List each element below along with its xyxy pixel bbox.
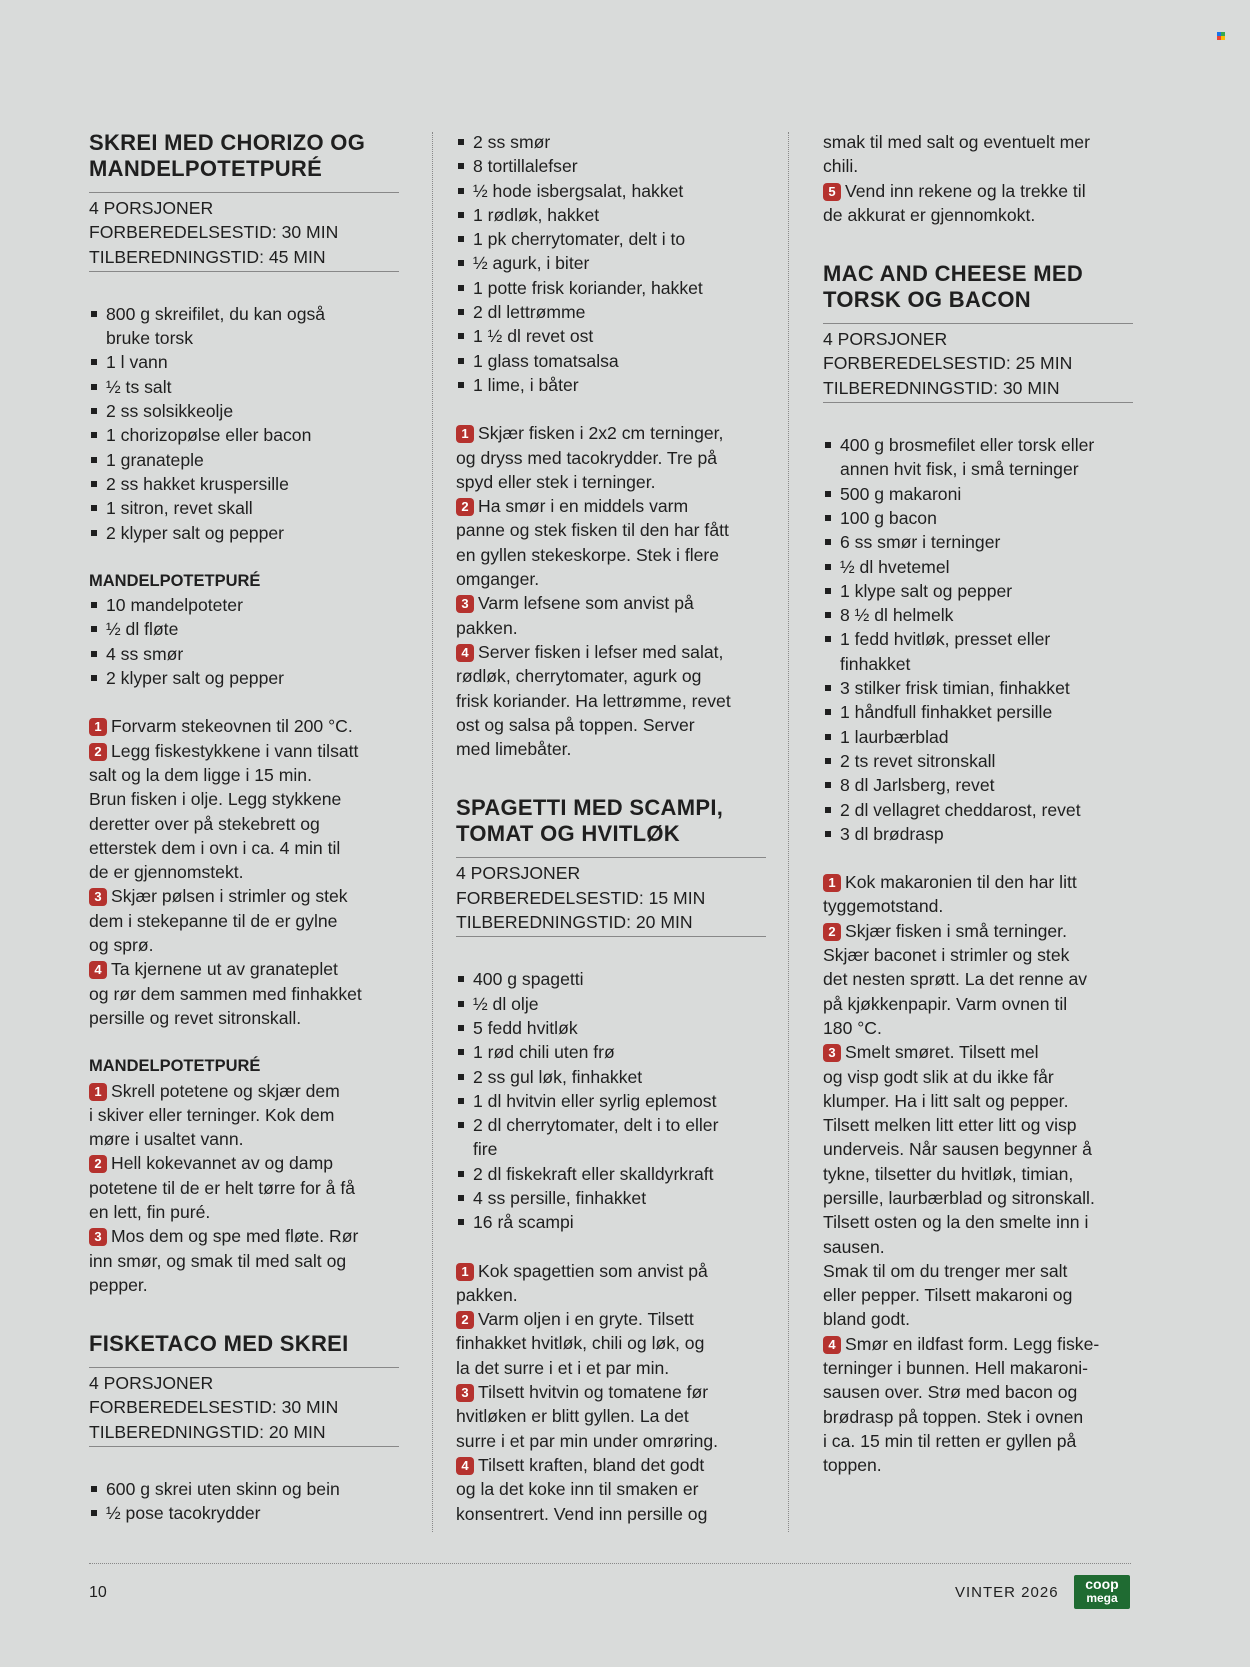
list-item: 8 dl Jarlsberg, revet [823, 773, 1133, 797]
list-item: 1 chorizopølse eller bacon [89, 423, 399, 447]
step-number-badge: 4 [456, 644, 474, 662]
ingredient-list [456, 130, 766, 397]
list-item: 800 g skreifilet, du kan også bruke torsk [89, 302, 399, 351]
column-divider [788, 132, 789, 1532]
list-item: 6 ss smør i terninger [823, 530, 1133, 554]
list-item: 600 g skrei uten skinn og bein [89, 1477, 399, 1501]
list-item: 2 ss smør [456, 130, 766, 154]
step-item: 1 Skrell potetene og skjær dem i skiver eller terninger. Kok dem møre i usaltet vann. [89, 1080, 340, 1150]
list-item: ½ dl fløte [89, 617, 399, 641]
step-number-badge: 4 [823, 1336, 841, 1354]
list-item: 2 ss gul løk, finhakket [456, 1065, 766, 1089]
ingredient-list [89, 1477, 399, 1526]
ingredient-list [89, 593, 399, 690]
step-item: 4 Tilsett kraften, bland det godt og la det koke inn til smaken er konsentrert. Vend inn persille og [456, 1454, 708, 1524]
step-item: 1 Forvarm stekeovnen til 200 °C. [89, 714, 399, 738]
list-item: 100 g bacon [823, 506, 1133, 530]
step-number-badge: 3 [456, 595, 474, 613]
list-item: 2 dl vellagret cheddarost, revet [823, 798, 1133, 822]
list-item: ½ ts salt [89, 375, 399, 399]
list-item: 1 dl hvitvin eller syrlig eplemost [456, 1089, 766, 1113]
step-number-badge: 3 [456, 1384, 474, 1402]
recipe-title-mac-cheese: MAC AND CHEESE MED TORSK OG BACON [823, 261, 1084, 313]
step-number-badge: 1 [89, 718, 107, 736]
list-item: 2 ss hakket kruspersille [89, 472, 399, 496]
list-item: ½ agurk, i biter [456, 251, 766, 275]
step-number-badge: 1 [823, 874, 841, 892]
list-item: 3 stilker frisk timian, finhakket [823, 676, 1133, 700]
list-item: 3 dl brødrasp [823, 822, 1133, 846]
list-item: 1 klype salt og pepper [823, 579, 1133, 603]
step-number-badge: 3 [823, 1044, 841, 1062]
list-item: 1 pk cherrytomater, delt i to [456, 227, 766, 251]
list-item: 2 ts revet sitronskall [823, 749, 1133, 773]
ingredient-list [456, 967, 766, 1234]
list-item: 1 rødløk, hakket [456, 203, 766, 227]
step-number-badge: 5 [823, 183, 841, 201]
list-item: ½ dl hvetemel [823, 555, 1133, 579]
step-item: 2 Varm oljen i en gryte. Tilsett finhakket hvitløk, chili og løk, og la det surre i et i et par min. [456, 1309, 705, 1378]
step-list [456, 1259, 766, 1526]
step-item: 2 Ha smør i en middels varm panne og stek fisken til den har fått en gyllen stekeskorpe. Stek i flere omganger. [456, 496, 729, 590]
step-item: 1 Kok spagettien som anvist på pakken. [456, 1260, 708, 1305]
column-divider [432, 132, 433, 1532]
list-item: 1 glass tomatsalsa [456, 349, 766, 373]
list-item: 400 g brosmefilet eller torsk eller annen hvit fisk, i små terninger [823, 433, 1133, 482]
step-item: 3 Mos dem og spe med fløte. Rør inn smør, og smak til med salt og pepper. [89, 1226, 359, 1295]
step-number-badge: 1 [456, 1263, 474, 1281]
step-item: 3 Tilsett hvitvin og tomatene før hvitløken er blitt gyllen. La det surre i et par min under omrøring. [456, 1382, 719, 1451]
step-list [89, 714, 399, 1030]
step-item: 4 Ta kjernene ut av granateplet og rør dem sammen med finhakket persille og revet sitronskall. [89, 959, 362, 1028]
step-number-badge: 4 [89, 961, 107, 979]
list-item: 8 tortillalefser [456, 154, 766, 178]
step-item: 4 Server fisken i lefser med salat, rødløk, cherrytomater, agurk og frisk koriander. Ha lettrømme, revet ost og salsa på toppen. Server med limebåter. [456, 641, 731, 760]
step-number-badge: 2 [823, 923, 841, 941]
step-number-badge: 3 [89, 1228, 107, 1246]
step-item: 2 Skjær fisken i små terninger. Skjær baconet i strimler og stek det nesten sprøtt. La det renne av på kjøkkenpapir. Varm ovnen til 180 °C. [823, 920, 1088, 1038]
list-item: ½ pose tacokrydder [89, 1501, 399, 1525]
recipe-title-fisketaco: FISKETACO MED SKREI [89, 1331, 349, 1357]
ingredient-list [89, 302, 399, 545]
step-item: 1 Skjær fisken i 2x2 cm terninger, og dryss med tacokrydder. Tre på spyd eller stek i terninger. [456, 423, 724, 492]
list-item: 2 dl cherrytomater, delt i to eller fire [456, 1113, 766, 1162]
list-item: 1 potte frisk koriander, hakket [456, 276, 766, 300]
recipe-title-spagetti: SPAGETTI MED SCAMPI, TOMAT OG HVITLØK [456, 795, 724, 847]
list-item: 8 ½ dl helmelk [823, 603, 1133, 627]
list-item: 2 ss solsikkeolje [89, 399, 399, 423]
step-item: 5 Vend inn rekene og la trekke til de akkurat er gjennomkokt. [823, 180, 1086, 225]
step-number-badge: 3 [89, 888, 107, 906]
list-item: 1 sitron, revet skall [89, 496, 399, 520]
continued-text: smak til med salt og eventuelt mer chili. [823, 132, 1090, 177]
recipe-meta: 4 PORSJONER FORBEREDELSESTID: 30 MIN TILBEREDNINGSTID: 20 MIN [89, 1367, 399, 1447]
list-item: 1 lime, i båter [456, 373, 766, 397]
list-item: 2 klyper salt og pepper [89, 521, 399, 545]
step-item: 3 Varm lefsene som anvist på pakken. [456, 593, 694, 638]
list-item: 500 g makaroni [823, 482, 1133, 506]
footer-divider [89, 1563, 1131, 1564]
list-item: 2 dl lettrømme [456, 300, 766, 324]
ingredient-list [823, 433, 1133, 846]
recipe-meta: 4 PORSJONER FORBEREDELSESTID: 25 MIN TILBEREDNINGSTID: 30 MIN [823, 323, 1133, 403]
column-2 [456, 130, 766, 1526]
step-number-badge: 2 [456, 498, 474, 516]
step-list [823, 870, 1133, 1477]
step-list [89, 1079, 399, 1298]
list-item: 10 mandelpoteter [89, 593, 399, 617]
list-item: 1 l vann [89, 350, 399, 374]
step-list [456, 421, 766, 761]
list-item: 1 fedd hvitløk, presset eller finhakket [823, 627, 1133, 676]
list-item: 4 ss smør [89, 642, 399, 666]
step-item: 2 Hell kokevannet av og damp potetene til de er helt tørre for å få en lett, fin puré. [89, 1153, 356, 1222]
step-list [823, 179, 1133, 228]
step-item: 3 Skjær pølsen i strimler og stek dem i stekepanne til de er gylne og sprø. [89, 886, 348, 956]
list-item: 1 laurbærblad [823, 725, 1133, 749]
recipe-meta: 4 PORSJONER FORBEREDELSESTID: 30 MIN TILBEREDNINGSTID: 45 MIN [89, 192, 399, 272]
list-item: 5 fedd hvitløk [456, 1016, 766, 1040]
issue-label: VINTER 2026 [955, 1584, 1059, 1601]
sub-heading: MANDELPOTETPURÉ [89, 571, 261, 590]
list-item: 400 g spagetti [456, 967, 766, 991]
recipe-title-skrei-chorizo: SKREI MED CHORIZO OG MANDELPOTETPURÉ [89, 130, 366, 181]
step-number-badge: 2 [456, 1311, 474, 1329]
list-item: 1 rød chili uten frø [456, 1040, 766, 1064]
list-item: 2 klyper salt og pepper [89, 666, 399, 690]
step-number-badge: 1 [456, 425, 474, 443]
step-item: 3 Smelt smøret. Tilsett mel og visp godt slik at du ikke får klumper. Ha i litt salt og pepper. Tilsett melken litt etter litt og visp underveis. Når sausen begynner å tykne, tilsetter du hvitløk, timian, persille, laurbærblad og sitronskall. Tilsett osten og la den smelte inn i sausen. Smak til om du trenger mer salt eller pepper. Tilsett makaroni og bland godt. [823, 1042, 1095, 1330]
list-item: 16 rå scampi [456, 1210, 766, 1234]
list-item: ½ hode isbergsalat, hakket [456, 179, 766, 203]
page-number: 10 [89, 1584, 107, 1601]
list-item: ½ dl olje [456, 992, 766, 1016]
step-item: 2 Legg fiskestykkene i vann tilsatt salt og la dem ligge i 15 min. Brun fisken i olje. Legg stykkene deretter over på stekebrett og etterstek dem i ovn i ca. 4 min til de er gjennomstekt. [89, 740, 359, 883]
step-item: 1 Kok makaronien til den har litt tyggemotstand. [823, 872, 1077, 917]
column-3 [823, 130, 1133, 1478]
list-item: 4 ss persille, finhakket [456, 1186, 766, 1210]
coop-mega-logo: coop mega [1074, 1575, 1130, 1609]
step-number-badge: 1 [89, 1083, 107, 1101]
step-item: 4 Smør en ildfast form. Legg fiske- terninger i bunnen. Hell makaroni- sausen over. Strø med bacon og brødrasp på toppen. Stek i ovnen i ca. 15 min til retten er gyllen på toppen. [823, 1333, 1100, 1476]
list-item: 1 ½ dl revet ost [456, 324, 766, 348]
step-number-badge: 2 [89, 1155, 107, 1173]
sub-heading: MANDELPOTETPURÉ [89, 1057, 261, 1076]
step-number-badge: 4 [456, 1457, 474, 1475]
list-item: 1 håndfull finhakket persille [823, 700, 1133, 724]
recipe-meta: 4 PORSJONER FORBEREDELSESTID: 15 MIN TILBEREDNINGSTID: 20 MIN [456, 857, 766, 937]
color-flag-icon [1217, 32, 1225, 40]
list-item: 2 dl fiskekraft eller skalldyrkraft [456, 1162, 766, 1186]
column-1 [89, 130, 399, 1526]
list-item: 1 granateple [89, 448, 399, 472]
step-number-badge: 2 [89, 743, 107, 761]
